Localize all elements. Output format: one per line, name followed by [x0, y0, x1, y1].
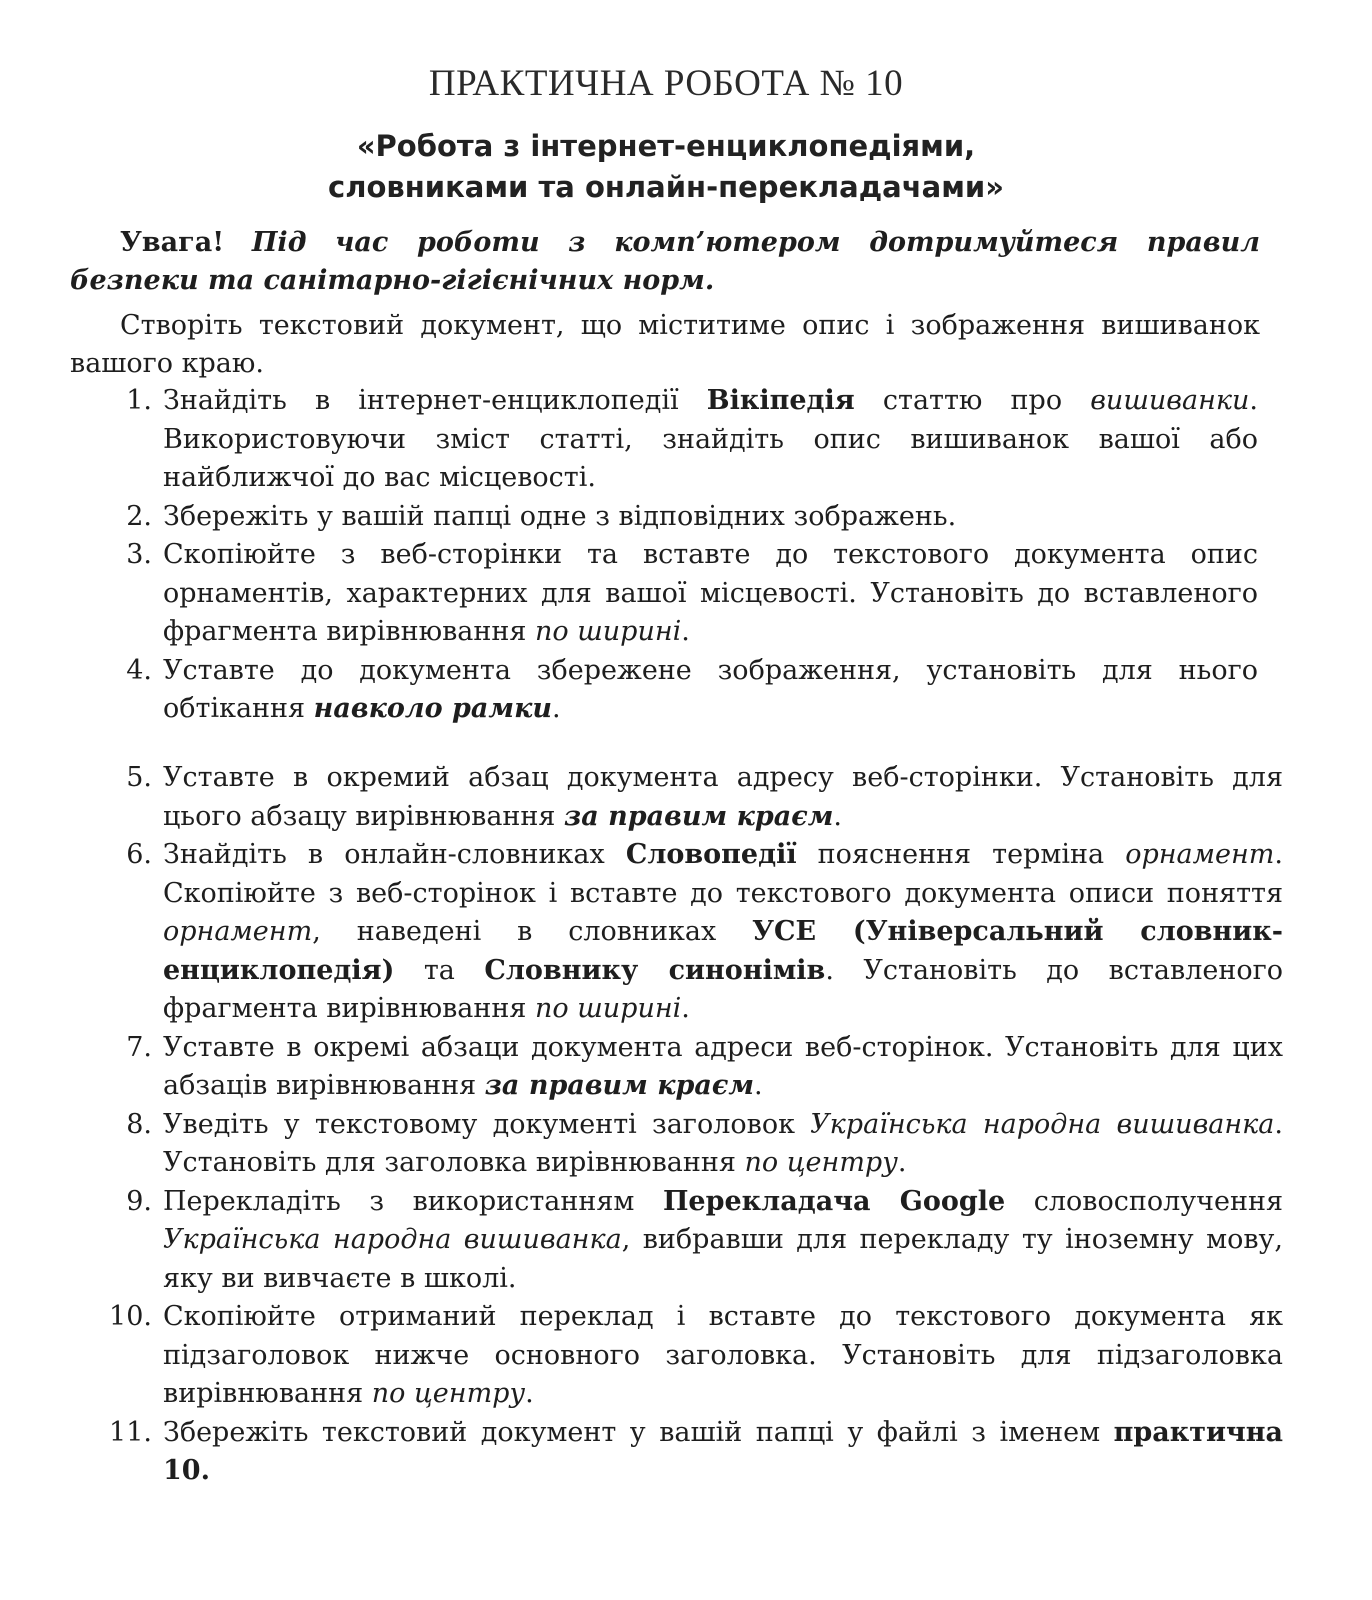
steps-list [0, 382, 1372, 729]
item-number: 9. [126, 1185, 152, 1217]
list-item [0, 1298, 1372, 1414]
item-number: 7. [126, 1031, 152, 1063]
text-run: . [551, 693, 561, 724]
text-run: . [754, 1070, 763, 1101]
italic-run: Українська народна вишиванка [810, 1108, 1275, 1140]
list-item [0, 536, 1372, 652]
warning-text: Під час роботи з комп’ютером дотримуйтеся правил безпеки та санітарно-гігієнічних норм. [70, 227, 1260, 296]
list-item [0, 498, 1372, 537]
list-item [0, 836, 1372, 1029]
text-run: словосполучення [1005, 1185, 1283, 1217]
italic-run: навколо рамки [313, 693, 552, 724]
item-text [163, 836, 1283, 1029]
list-item [0, 1106, 1372, 1183]
italic-run: по центру [371, 1378, 526, 1409]
italic-run: Українська народна вишиванка [163, 1224, 622, 1255]
list-item [0, 652, 1372, 729]
list-item [0, 759, 1372, 836]
bold-run: Словнику синонімів [484, 954, 826, 986]
italic-run: за правим краєм [484, 1070, 755, 1101]
warning-paragraph [70, 224, 1260, 300]
text-run: Уведіть у текстовому документі заголовок [163, 1108, 811, 1140]
bold-run: Словопедії [625, 839, 797, 870]
text-run: Перекладіть з використанням [163, 1185, 663, 1217]
warning-label: Увага! [120, 227, 225, 258]
subtitle-line: «Робота з інтернет-енциклопедіями, [356, 129, 976, 163]
item-text [163, 759, 1283, 836]
item-number: 6. [126, 839, 152, 870]
text-run: пояснення терміна [796, 839, 1126, 870]
italic-run: за правим краєм [564, 800, 834, 832]
text-run: Збережіть текстовий документ у вашій папці у файлі з іменем [163, 1416, 1114, 1448]
text-run: Знайдіть в інтернет-енциклопедії [163, 385, 707, 416]
item-text [163, 1298, 1283, 1414]
list-item [0, 382, 1372, 498]
text-run: . [200, 1455, 210, 1486]
item-number: 11. [109, 1416, 152, 1448]
item-number: 10. [109, 1301, 152, 1332]
text-run: , наведені в словниках [312, 916, 753, 947]
bold-run: Перекладача Google [662, 1185, 1006, 1217]
item-number: 4. [126, 654, 152, 686]
italic-run: по ширині [534, 993, 682, 1024]
page-subtitle [0, 126, 1332, 208]
text-run: . [681, 993, 690, 1024]
bold-run: УСЕ (Універсальний словник-енциклопедія) [163, 916, 1283, 986]
italic-run: по ширині [534, 616, 682, 647]
italic-run: орнамент [1125, 839, 1275, 870]
item-text [163, 498, 1258, 537]
text-run: статтю про [854, 385, 1091, 416]
item-number: 1. [126, 385, 152, 416]
text-run: Уставте в окремі абзаци документа адреси веб-сторінок. Установіть для цих абзаців вирівнювання [163, 1031, 1283, 1101]
text-run: , вибравши для перекладу ту іноземну мову, яку ви вивчаєте в школі. [163, 1224, 1283, 1294]
item-number: 3. [126, 539, 152, 570]
item-text [163, 652, 1258, 729]
text-run: Скопіюйте отриманий переклад і вставте до текстового документа як підзаголовок нижче основного заголовка. Установіть для підзаголовка вирівнювання [163, 1301, 1283, 1409]
text-run: . [897, 1147, 907, 1178]
text-run: . [833, 800, 842, 832]
text-run: Збережіть у вашій папці одне з відповідних зображень. [163, 500, 957, 532]
text-run: . [525, 1378, 534, 1409]
bold-run: Вікіпедія [706, 385, 855, 416]
item-number: 8. [126, 1108, 152, 1140]
item-number: 2. [126, 500, 152, 532]
italic-run: по центру [744, 1147, 898, 1178]
text-run: та [394, 954, 485, 986]
bold-run: практична 10 [163, 1416, 1283, 1486]
text-run: Скопіюйте з веб-сторінки та вставте до текстового документа опис орнаментів, характерних для вашої місцевості. Установіть до вставленого фрагмента вирівнювання [163, 539, 1258, 647]
text-run: . Скопіюйте з веб-сторінок і вставте до текстового документа описи поняття [163, 839, 1283, 909]
text-run: Уставте до документа збережене зображення, установіть для нього обтікання [163, 654, 1258, 724]
page-title: ПРАКТИЧНА РОБОТА № 10 [428, 63, 904, 104]
italic-run: орнамент [163, 916, 313, 947]
list-item [0, 1183, 1372, 1299]
text-run: . Установіть для заголовка вирівнювання [163, 1108, 1283, 1178]
text-run: . Установіть до вставленого фрагмента вирівнювання [163, 954, 1283, 1024]
item-text [163, 1106, 1283, 1183]
subtitle-line: словниками та онлайн-перекладачами» [328, 170, 1004, 204]
italic-run: вишиванки [1090, 385, 1250, 416]
item-number: 5. [126, 762, 152, 793]
list-item [0, 1414, 1372, 1491]
item-text [163, 536, 1258, 652]
text-run: . Використовуючи зміст статті, знайдіть опис вишиванок вашої або найближчої до вас місцевості. [163, 385, 1258, 493]
intro-paragraph: Створіть текстовий документ, що міститиме опис і зображення вишиванок вашого краю. [70, 310, 1260, 379]
item-text [163, 1414, 1283, 1491]
item-text [163, 382, 1258, 498]
text-run: Уставте в окремий абзац документа адресу веб-сторінки. Установіть для цього абзацу вирівнювання [163, 762, 1283, 832]
text-run: Знайдіть в онлайн-словниках [163, 839, 626, 870]
steps-list-continued [0, 759, 1372, 1491]
item-text [163, 1183, 1283, 1299]
item-text [163, 1029, 1283, 1106]
list-item [0, 1029, 1372, 1106]
text-run: . [681, 616, 690, 647]
